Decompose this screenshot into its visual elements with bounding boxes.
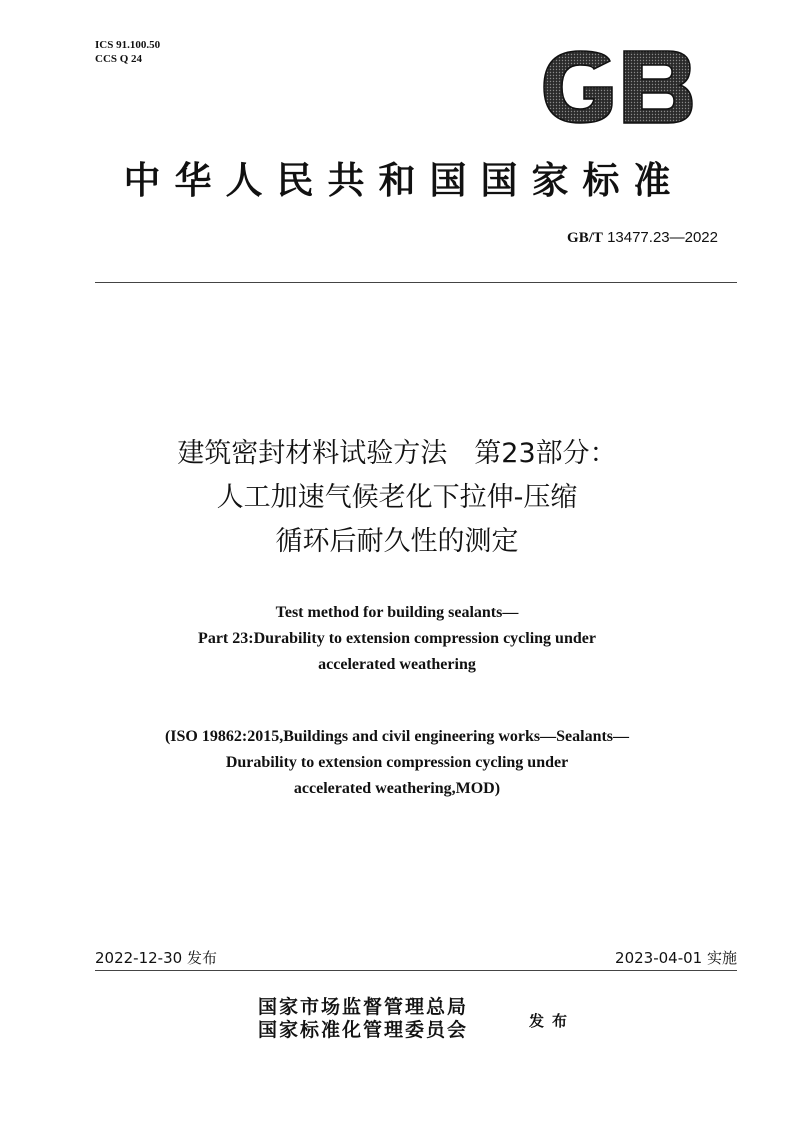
gb-logo-glyph (544, 51, 692, 123)
classification-codes (95, 38, 160, 66)
standard-prefix: GB/T (567, 230, 603, 246)
standard-title: 中华人民共和国国家标准 (123, 158, 685, 202)
ics-code: ICS 91.100.50 (95, 39, 161, 51)
english-title-line: Part 23:Durability to extension compression cycling under (198, 630, 596, 647)
english-title-line: Test method for building sealants— (275, 604, 519, 621)
ccs-code: CCS Q 24 (95, 53, 143, 65)
standard-number (567, 229, 718, 247)
issuer-name: 国家市场监督管理总局 (258, 996, 469, 1018)
iso-reference-line: accelerated weathering,MOD) (293, 780, 501, 797)
header-divider (95, 282, 737, 283)
footer-divider (95, 970, 737, 971)
issue-date: 2022-12-30 发布 (95, 949, 217, 967)
iso-reference (0, 724, 794, 802)
iso-reference-line: Durability to extension compression cycling under (225, 754, 569, 771)
issuing-authorities (258, 996, 468, 1042)
implementation-date: 2023-04-01 实施 (615, 949, 737, 967)
standard-code: 13477.23—2022 (607, 229, 718, 246)
issuer-name: 国家标准化管理委员会 (258, 1019, 469, 1041)
english-title-line: accelerated weathering (318, 656, 476, 673)
publish-label: 发布 (529, 1012, 576, 1030)
gb-logo (540, 47, 695, 127)
chinese-title-line: 人工加速气候老化下拉伸-压缩 (216, 482, 578, 513)
chinese-title-line: 循环后耐久性的测定 (275, 526, 519, 557)
chinese-title-line: 建筑密封材料试验方法 第23部分： (177, 438, 617, 469)
iso-reference-line: (ISO 19862:2015,Buildings and civil engineering works—Sealants— (164, 728, 630, 745)
chinese-title (0, 432, 794, 564)
english-title (0, 600, 794, 678)
